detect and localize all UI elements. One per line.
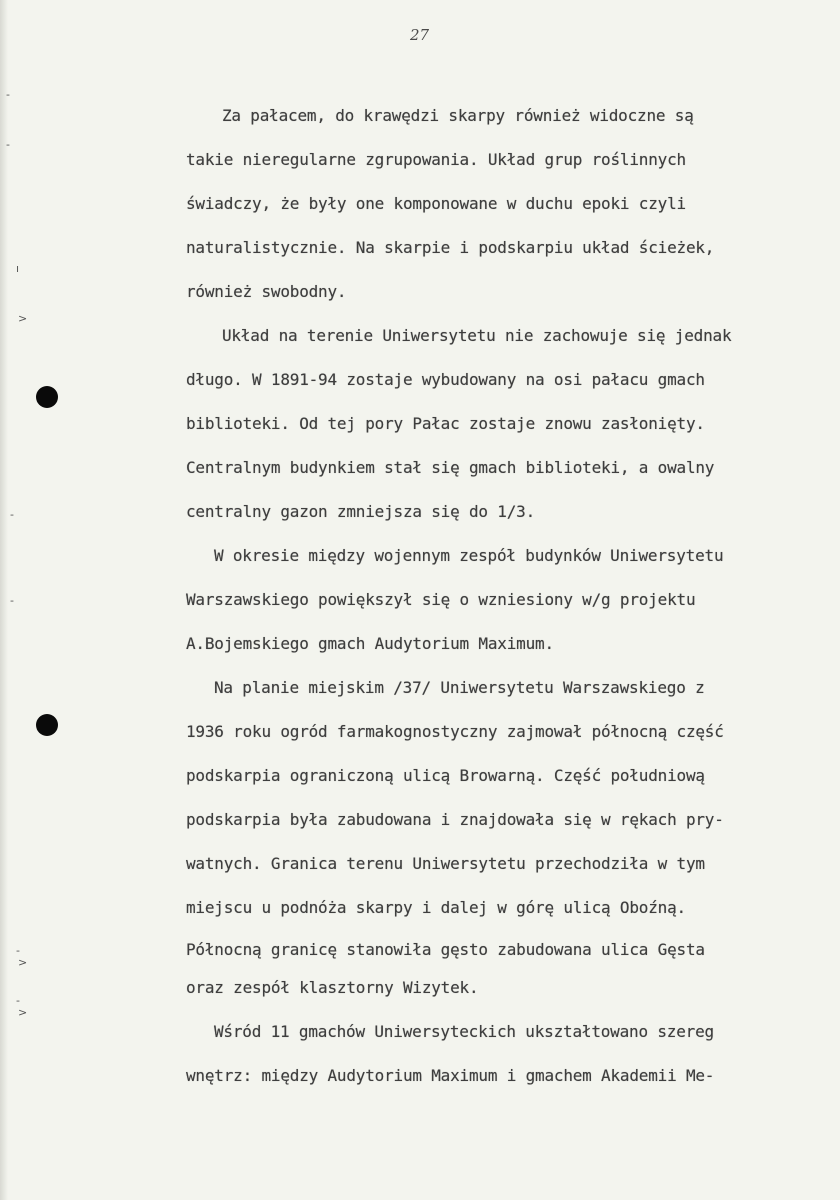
page-number: 27 xyxy=(410,26,430,44)
text-line: podskarpia ograniczoną ulicą Browarną. Część południową xyxy=(186,766,705,785)
text-line: biblioteki. Od tej pory Pałac zostaje znowu zasłonięty. xyxy=(186,414,705,433)
text-line: Wśród 11 gmachów Uniwersyteckich ukształtowano szereg xyxy=(214,1022,714,1041)
text-line: Na planie miejskim /37/ Uniwersytetu Warszawskiego z xyxy=(214,678,705,697)
text-line: centralny gazon zmniejsza się do 1/3. xyxy=(186,502,536,521)
text-line: A.Bojemskiego gmach Audytorium Maximum. xyxy=(186,634,554,653)
text-line: również swobodny. xyxy=(186,282,347,301)
text-line: takie nieregularne zgrupowania. Układ grup roślinnych xyxy=(186,150,686,169)
margin-mark: > xyxy=(18,312,28,325)
text-line: długo. W 1891-94 zostaje wybudowany na osi pałacu gmach xyxy=(186,370,705,389)
margin-mark: - xyxy=(10,508,14,521)
page-edge-shadow xyxy=(0,0,8,1200)
margin-mark: > xyxy=(18,1006,28,1019)
text-line: Warszawskiego powiększył się o wzniesiony w/g projektu xyxy=(186,590,696,609)
text-line: Układ na terenie Uniwersytetu nie zachowuje się jednak xyxy=(222,326,732,345)
punch-hole xyxy=(36,714,58,736)
text-line: świadczy, że były one komponowane w duchu epoki czyli xyxy=(186,194,686,213)
text-line: oraz zespół klasztorny Wizytek. xyxy=(186,978,479,997)
margin-mark: - xyxy=(6,138,10,151)
text-line: 1936 roku ogród farmakognostyczny zajmował północną część xyxy=(186,722,724,741)
text-line: Centralnym budynkiem stał się gmach biblioteki, a owalny xyxy=(186,458,715,477)
text-line: Za pałacem, do krawędzi skarpy również widoczne są xyxy=(222,106,694,125)
margin-mark: - xyxy=(6,88,10,101)
margin-mark: - xyxy=(16,944,20,957)
margin-mark: > xyxy=(18,956,28,969)
text-line: miejscu u podnóża skarpy i dalej w górę ulicą Oboźną. xyxy=(186,898,686,917)
margin-mark: - xyxy=(16,994,20,1007)
text-line: wnętrz: między Audytorium Maximum i gmachem Akademii Me- xyxy=(186,1066,715,1085)
text-line: naturalistycznie. Na skarpie i podskarpiu układ ścieżek, xyxy=(186,238,715,257)
text-line: podskarpia była zabudowana i znajdowała się w rękach pry- xyxy=(186,810,724,829)
text-line: Północną granicę stanowiła gęsto zabudowana ulica Gęsta xyxy=(186,940,705,959)
text-line: watnych. Granica terenu Uniwersytetu przechodziła w tym xyxy=(186,854,705,873)
text-line: W okresie między wojennym zespół budynków Uniwersytetu xyxy=(214,546,724,565)
punch-hole xyxy=(36,386,58,408)
margin-mark: ı xyxy=(16,262,20,275)
margin-mark: - xyxy=(10,594,14,607)
